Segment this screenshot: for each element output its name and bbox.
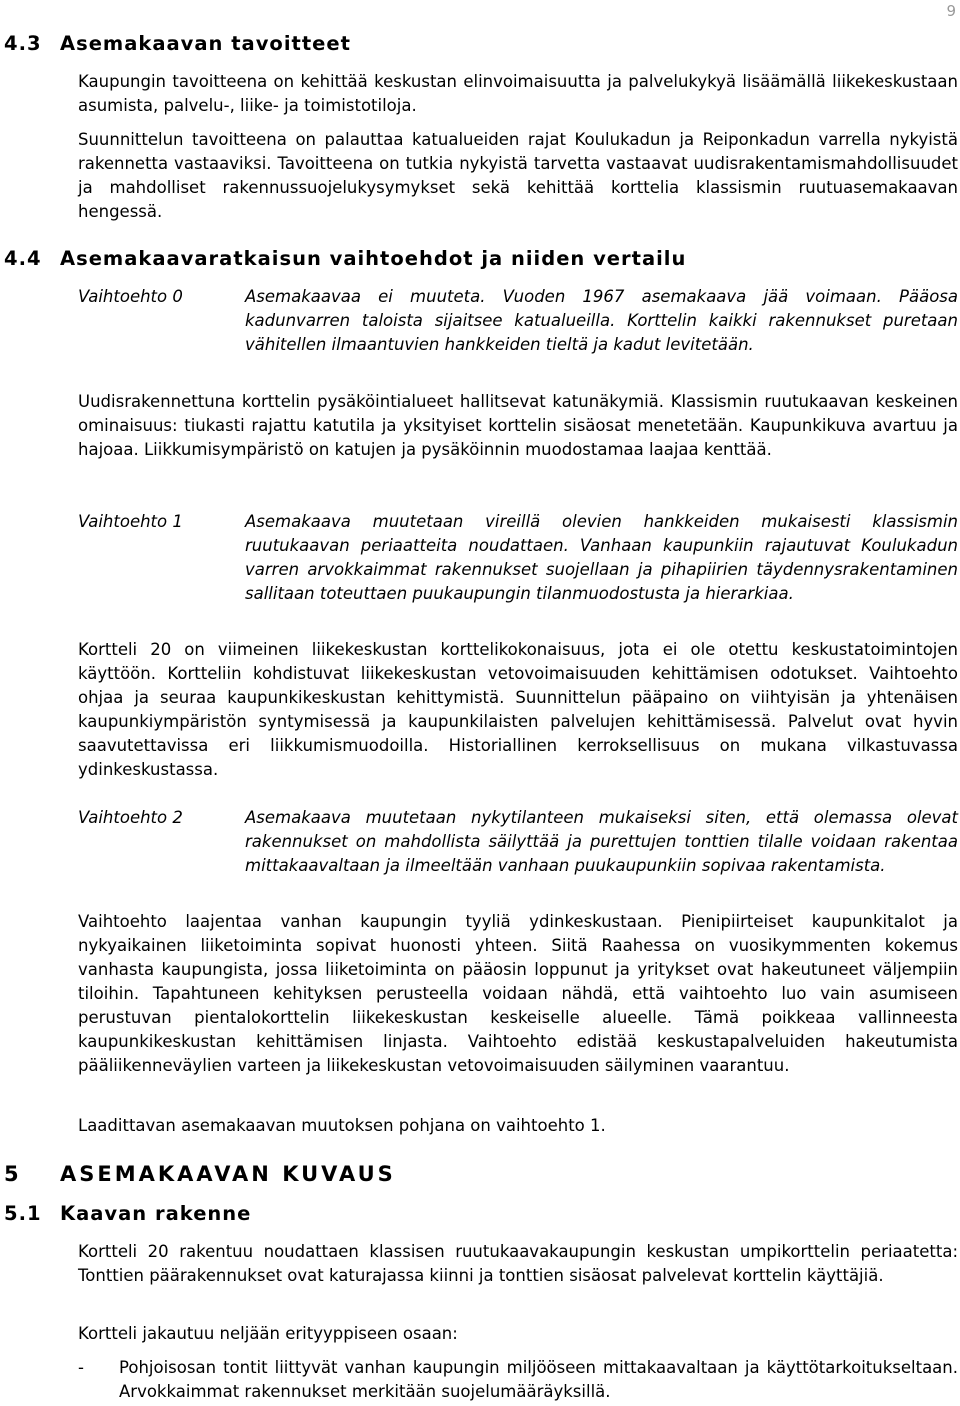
alternative-label: Vaihtoehto 0 [78,287,183,306]
section-heading-4-4 [4,247,686,270]
paragraph: Vaihtoehto laajentaa vanhan kaupungin tyyliä ydinkeskustaan. Pienipiirteiset kaupunkitalot ja nykyaikainen liiketoiminta sopivat huonosti yhteen. Siitä Raahessa on vuosikymmenten kokemus vanhasta kaupungista, jossa liiketoiminta on pääosin loppunut ja yritykset ovat hakeutuneet väljempiin tiloihin. Tapahtuneen kehityksen perusteella voidaan nähdä, että vaihtoehto luo vain asumiseen perustuvan pientalokorttelin liikekeskustan keskeiselle alueelle. Tämä poikkeaa vallinneesta kaupunkikeskustan kehittämisen linjasta. Vaihtoehto edistää keskustapalveluiden hakeutumista pääliikenneväylien varteen ja liikekeskustan vetovoimaisuuden säilyminen vaarantuu. [78,912,958,1075]
chapter-heading-5 [4,1162,396,1186]
paragraph: Kaupungin tavoitteena on kehittää keskustan elinvoimaisuutta ja palvelukykyä lisäämällä liikekeskustaan asumista, palvelu-, liike- ja toimistotiloja. [78,72,958,115]
chapter-number: 5 [4,1162,22,1186]
alternative-description: Asemakaavaa ei muuteta. Vuoden 1967 asemakaava jää voimaan. Pääosa kadunvarren taloista sijaitsee katualueilla. Korttelin kaikki rakennukset puretaan vähitellen ilmaantuvien hankkeiden tieltä ja kadut levitetään. [245,287,958,354]
list-dash: - [78,1358,84,1377]
paragraph: Kortteli 20 on viimeinen liikekeskustan korttelikokonaisuus, jota ei ole otettu keskustatoimintojen käyttöön. Kortteliin kohdistuvat liikekeskustan vetovoimaisuuden kehittämisen odotukset. Vaihtoehto ohjaa ja seuraa kaupunkikeskustan kehittymistä. Suunnittelun pääpaino on viihtyisän ja yhtenäisen kaupunkiympäristön syntymisessä ja kaupunkilaisten palvelujen kehittämisessä. Palvelut ovat hyvin saavutettavissa eri liikkumismuodoilla. Historiallinen kerroksellisuus on mukana vilkastuvassa ydinkeskustassa. [78,640,958,779]
section-number: 4.4 [4,247,42,270]
section-title: Kaavan rakenne [60,1202,252,1225]
alternative-description: Asemakaava muutetaan vireillä olevien hankkeiden mukaisesti klassismin ruutukaavan periaatteita noudattaen. Vanhaan kaupunkiin rajautuvat Koulukadun varren arvokkaimmat rakennukset suojellaan ja pihapiirien täydennysrakentaminen sallitaan toteuttaen puukaupungin tilanmuodostusta ja hierarkiaa. [245,512,958,603]
alternative-label: Vaihtoehto 1 [78,512,183,531]
section-title: Asemakaavaratkaisun vaihtoehdot ja niiden vertailu [60,247,687,270]
alternative-description: Asemakaava muutetaan nykytilanteen mukaiseksi siten, että olemassa olevat rakennukset on mahdollista säilyttää ja purettujen tonttien tilalle voidaan rakentaa mittakaavaltaan ja ilmeeltään vanhaan puukaupunkiin sopivaa rakentamista. [245,808,958,875]
page-number: 9 [946,2,956,20]
paragraph: Suunnittelun tavoitteena on palauttaa katualueiden rajat Koulukadun ja Reiponkadun varrella nykyistä rakennetta vastaaviksi. Tavoitteena on tutkia nykyistä tarvetta vastaavat uudisrakentamismahdollisuudet ja mahdolliset rakennussuojelukysymykset sekä kehittää korttelia klassismin ruutuasemakaavan hengessä. [78,130,958,221]
section-number: 5.1 [4,1202,42,1225]
paragraph: Kortteli 20 rakentuu noudattaen klassisen ruutukaavakaupungin keskustan umpikorttelin periaatetta: Tonttien päärakennukset ovat katurajassa kiinni ja tonttien sisäosat palvelevat korttelin käyttäjiä. [78,1242,958,1285]
conclusion: Laadittavan asemakaavan muutoksen pohjana on vaihtoehto 1. [78,1116,606,1135]
alternative-label: Vaihtoehto 2 [78,808,183,827]
section-title: Asemakaavan tavoitteet [60,32,351,55]
chapter-title: ASEMAKAAVAN KUVAUS [60,1162,396,1186]
section-heading-4-3 [4,32,351,55]
section-number: 4.3 [4,32,42,55]
section-heading-5-1 [4,1202,251,1225]
paragraph: Kortteli jakautuu neljään erityyppiseen osaan: [78,1324,458,1343]
list-item-text: Pohjoisosan tontit liittyvät vanhan kaupungin miljööseen mittakaavaltaan ja käyttötarkoitukseltaan. Arvokkaimmat rakennukset merkitään suojelumääräyksillä. [119,1358,958,1401]
paragraph: Uudisrakennettuna korttelin pysäköintialueet hallitsevat katunäkymiä. Klassismin ruutukaavan keskeinen ominaisuus: tiukasti rajattu katutila ja yksityiset korttelin sisäosat menetetään. Kaupunkikuva avartuu ja hajoaa. Liikkumisympäristö on katujen ja pysäköinnin muodostamaa laajaa kenttää. [78,392,958,459]
